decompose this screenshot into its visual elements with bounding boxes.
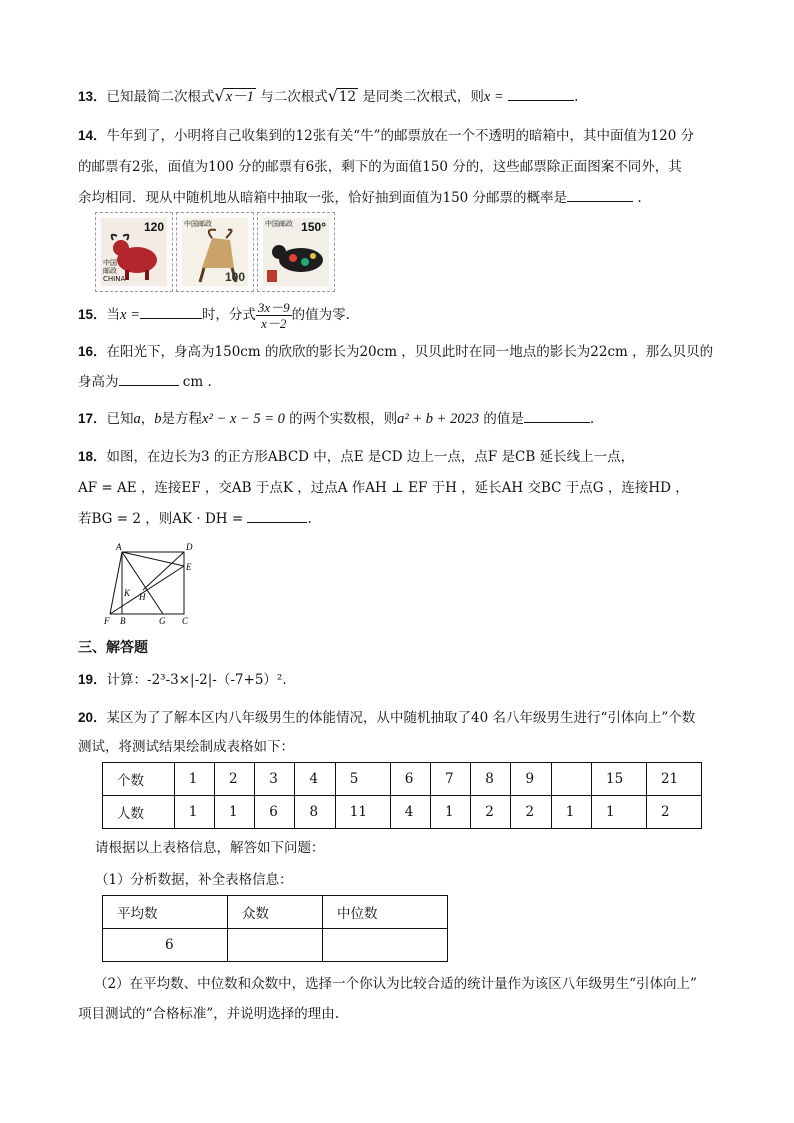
- question-number: 19．: [78, 672, 107, 687]
- table-row: 个数 1 2 3 4 5 6 7 8 9 15 21: [103, 763, 702, 796]
- q15-variable: x =: [120, 307, 140, 323]
- label-a: A: [116, 542, 122, 552]
- section-title: 三、解答题: [78, 640, 148, 656]
- q13-text-1: 已知最简二次根式: [106, 89, 215, 105]
- question-18: 18．如图，在边长为3 的正方形ABCD 中，点E 是CD 边上一点，点F 是CB 延长线上一点， AF = AE ，连接EF ，交AB 于点K ，过点A 作AH ⊥ EF 于H ，延长AH 交BC 于点G ，连接HD ， 若BG = 2 ，则AK · DH = .: [78, 449, 689, 527]
- question-17: 17．已知a，b是方程x² − x − 5 = 0 的两个实数根，则a² + b + 2023 的值是 .: [78, 405, 734, 433]
- stamp-ox-150: 中国邮政 150°: [257, 212, 335, 292]
- question-number: 20．: [78, 710, 107, 725]
- question-14: 14．牛年到了，小明将自己收集到的12张有关“牛”的邮票放在一个不透明的暗箱中，其中面值为120 分 的邮票有2张，面值为100 分的邮票有6张，剩下的为面值150 分的，这些邮票除正面图案不同外，其 余均相同．现从中随机地从暗箱中抽取一张，恰好抽到面值为150 分邮票的概率是 .: [78, 120, 734, 214]
- answer-blank[interactable]: [524, 406, 590, 423]
- question-number: 15．: [78, 307, 107, 322]
- q14-line-3: 余均相同．现从中随机地从暗箱中抽取一张，恰好抽到面值为150 分邮票的概率是: [78, 190, 568, 206]
- question-19: 19．计算：-2³-3×|-2|-（-7+5）².: [78, 672, 287, 688]
- question-13: 13．已知最简二次根式√x－1 与二次根式√12 是同类二次根式，则x = .: [78, 86, 579, 105]
- label-h: H: [139, 592, 146, 602]
- answer-cell[interactable]: [228, 929, 323, 962]
- label-d: D: [186, 542, 193, 552]
- table-row: 人数 1 1 6 8 11 4 1 2 2 1 1 2: [103, 796, 702, 829]
- question-20: 20．某区为了了解本区内八年级男生的体能情况，从中随机抽取了40 名八年级男生进行“引体向上”个数 测试，将测试结果绘制成表格如下：: [78, 710, 696, 755]
- ox-illustration-icon: [263, 218, 331, 288]
- question-number: 16．: [78, 344, 107, 359]
- question-15: 15．当x = 时，分式 $\frac{3x-9}{x-2}$ 的值为零.: [78, 300, 350, 331]
- equation: x² − x − 5 = 0: [202, 411, 285, 427]
- answer-blank[interactable]: [140, 302, 202, 319]
- question-number: 17．: [78, 411, 107, 426]
- label-f: F: [104, 616, 110, 626]
- radical-icon: √: [214, 86, 225, 105]
- table-row: 6: [103, 929, 448, 962]
- data-table: [102, 762, 702, 829]
- answer-blank[interactable]: [567, 185, 633, 202]
- q14-line-2: 的邮票有2张，面值为100 分的邮票有6张，剩下的为面值150 分的，这些邮票除正面图案不同外，其: [78, 159, 682, 175]
- q13-text-2: 与二次根式: [260, 89, 328, 105]
- sqrt-expression-2: √12: [327, 86, 357, 105]
- stats-table: [102, 895, 448, 962]
- stamp-ox-100: 中国邮政 100: [176, 212, 254, 292]
- q13-text-3: 是同类二次根式，则: [362, 89, 484, 105]
- question-16: 16．在阳光下，身高为150cm 的欣欣的影长为20cm ，贝贝此时在同一地点的影长为22cm ，那么贝贝的 身高为 cm .: [78, 344, 714, 390]
- answer-blank[interactable]: [508, 84, 574, 101]
- question-number: 13．: [78, 89, 107, 104]
- q20-prompt: 请根据以上表格信息，解答如下问题：: [95, 840, 325, 856]
- answer-blank[interactable]: [119, 369, 179, 386]
- sqrt-expression-1: √x－1: [214, 86, 254, 105]
- expression: a² + b + 2023: [397, 411, 480, 427]
- table-row: 平均数 众数 中位数: [103, 896, 448, 929]
- answer-cell[interactable]: [323, 929, 448, 962]
- label-e: E: [186, 562, 192, 572]
- q20-sub-1: （1）分析数据，补全表格信息：: [95, 872, 293, 888]
- label-c: C: [182, 616, 189, 626]
- fraction: $\frac{3x-9}{x-2}$: [257, 300, 290, 331]
- answer-blank[interactable]: [247, 506, 307, 523]
- geometry-figure: [100, 540, 210, 630]
- label-g: G: [159, 616, 166, 626]
- question-number: 18．: [78, 449, 107, 464]
- q14-line-1: 牛年到了，小明将自己收集到的12张有关“牛”的邮票放在一个不透明的暗箱中，其中面值为120 分: [106, 128, 695, 144]
- radical-icon: √: [327, 86, 338, 105]
- q13-variable: x =: [483, 89, 504, 105]
- stamp-ox-120: 120 中国邮政 CHINA: [95, 212, 173, 292]
- question-number: 14．: [78, 128, 107, 143]
- label-b: B: [120, 616, 126, 626]
- q20-sub-2: （2）在平均数、中位数和众数中，选择一个你认为比较合适的统计量作为该区八年级男生“引体向上” 项目测试的“合格标准”，并说明选择的理由.: [78, 976, 697, 1022]
- label-k: K: [124, 588, 131, 598]
